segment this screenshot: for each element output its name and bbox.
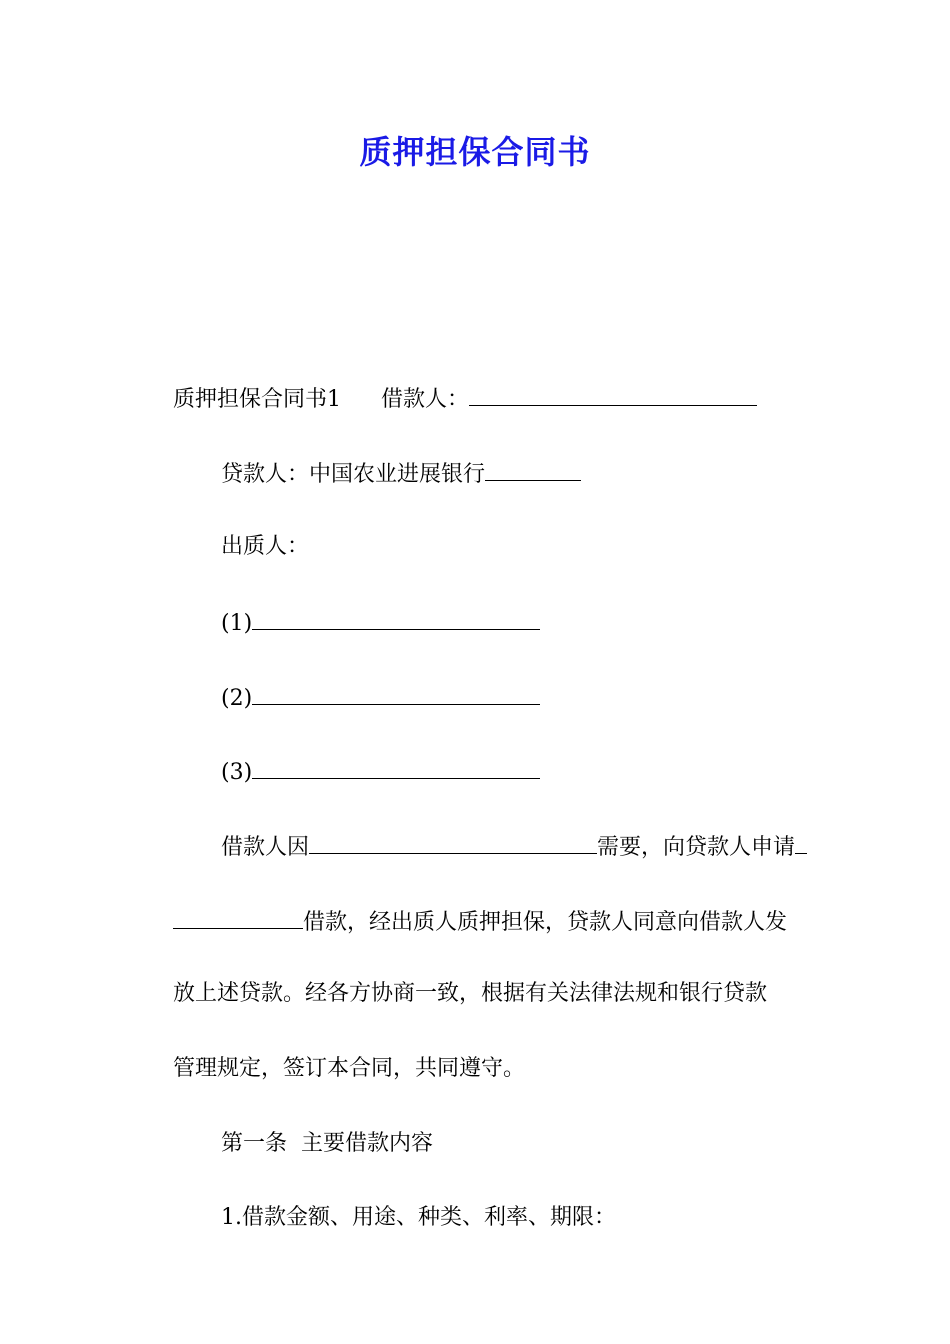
para1-text: 管理规定，签订本合同，共同遵守。: [172, 1056, 525, 1081]
para1-text: 借款，经出质人质押担保，贷款人同意向借款人发: [302, 910, 787, 935]
pledgor-item-number: (3): [220, 760, 253, 785]
amount-blank-start: [795, 827, 807, 854]
para1-text: 需要，向贷款人申请: [597, 835, 796, 860]
lender-blank: [485, 454, 581, 481]
pledgor-blank: [252, 678, 540, 705]
pledgor-blank: [252, 603, 540, 630]
borrower-blank: [469, 379, 757, 406]
article-item: [193, 1164, 616, 1272]
borrower-label: 借款人：: [380, 387, 469, 412]
pledgor-label-text: 出质人：: [220, 534, 309, 559]
lender-text: 贷款人：中国农业进展银行: [220, 462, 485, 487]
document-title: 质押担保合同书: [359, 133, 591, 171]
pledgor-item-number: (2): [220, 686, 253, 711]
para1-text: 借款人因: [220, 835, 309, 860]
amount-blank: [173, 902, 303, 929]
pledgor-blank: [252, 752, 540, 779]
doc-label: 质押担保合同书1: [172, 387, 341, 412]
reason-blank: [309, 827, 597, 854]
para1-text: 放上述贷款。经各方协商一致，根据有关法律法规和银行贷款: [172, 981, 767, 1006]
article-1-text: 第一条 主要借款内容: [220, 1131, 433, 1156]
item-1-text: 1.借款金额、用途、种类、利率、期限：: [220, 1205, 616, 1230]
pledgor-item-number: (1): [220, 611, 253, 636]
